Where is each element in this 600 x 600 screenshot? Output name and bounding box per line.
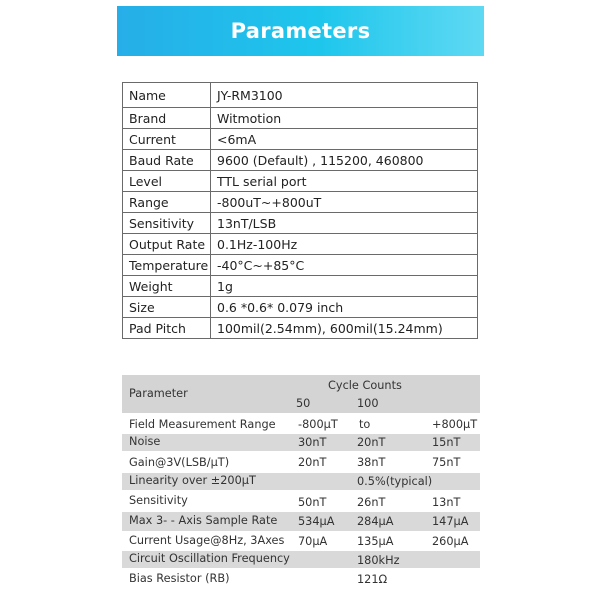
table-row: [122, 551, 480, 568]
header-cycle-100: 100: [357, 397, 379, 410]
parameters-banner: [117, 6, 484, 56]
param-key: Level: [123, 171, 211, 192]
table-row: [123, 276, 478, 297]
param-key: Sensitivity: [123, 213, 211, 234]
param-value: -40°C~+85°C: [211, 255, 478, 276]
table-row: [123, 83, 478, 108]
param-key: Brand: [123, 108, 211, 129]
param-value: 9600 (Default) , 115200, 460800: [211, 150, 478, 171]
table-row: [123, 171, 478, 192]
table-row: [123, 213, 478, 234]
spec-name: Sensitivity: [129, 494, 188, 507]
param-key: Name: [123, 83, 211, 108]
param-value: 1g: [211, 276, 478, 297]
spec-v2: 0.5%(typical): [357, 475, 433, 488]
spec-v1: 534μA: [298, 515, 335, 528]
param-key: Baud Rate: [123, 150, 211, 171]
table-row: [123, 255, 478, 276]
table-row: [123, 297, 478, 318]
header-cycle-counts: Cycle Counts: [328, 379, 402, 392]
table-row: [122, 434, 480, 451]
table-row: [122, 473, 480, 490]
param-key: Range: [123, 192, 211, 213]
spec-name: Current Usage@8Hz, 3Axes: [129, 534, 285, 547]
spec-v3: 15nT: [432, 436, 461, 449]
param-value: 100mil(2.54mm), 600mil(15.24mm): [211, 318, 478, 339]
spec-name: Circuit Oscillation Frequency: [129, 552, 290, 565]
table-row: [122, 490, 480, 512]
param-key: Pad Pitch: [123, 318, 211, 339]
spec-v2: 284μA: [357, 515, 394, 528]
cycle-counts-table: [122, 375, 480, 590]
param-value: -800uT~+800uT: [211, 192, 478, 213]
param-value: <6mA: [211, 129, 478, 150]
param-value: TTL serial port: [211, 171, 478, 192]
spec-v1: 30nT: [298, 436, 327, 449]
param-key: Temperature: [123, 255, 211, 276]
spec-header: [122, 375, 480, 413]
spec-v2: 180kHz: [357, 554, 400, 567]
spec-v3: 260μA: [432, 535, 469, 548]
table-row: [122, 568, 480, 590]
parameters-table: [122, 82, 478, 339]
spec-v2: 26nT: [357, 496, 386, 509]
spec-name: Max 3- - Axis Sample Rate: [129, 514, 278, 527]
table-row: [123, 318, 478, 339]
param-key: Output Rate: [123, 234, 211, 255]
param-value: 0.6 *0.6* 0.079 inch: [211, 297, 478, 318]
spec-v3: +800μT: [432, 418, 478, 431]
spec-v2: to: [359, 418, 371, 431]
param-key: Size: [123, 297, 211, 318]
spec-v3: 75nT: [432, 456, 461, 469]
spec-v3: 13nT: [432, 496, 461, 509]
spec-name: Gain@3V(LSB/μT): [129, 456, 230, 469]
spec-v2: 38nT: [357, 456, 386, 469]
table-row: [122, 415, 480, 434]
param-value: JY-RM3100: [211, 83, 478, 108]
table-row: [123, 129, 478, 150]
table-row: [123, 192, 478, 213]
header-cycle-50: 50: [296, 397, 311, 410]
spec-v2: 20nT: [357, 436, 386, 449]
param-value: 0.1Hz-100Hz: [211, 234, 478, 255]
spec-v1: 70μA: [298, 535, 328, 548]
header-parameter: Parameter: [129, 387, 188, 400]
param-key: Weight: [123, 276, 211, 297]
table-row: [123, 108, 478, 129]
param-key: Current: [123, 129, 211, 150]
spec-name: Bias Resistor (RB): [129, 572, 230, 585]
spec-v2: 121Ω: [357, 573, 388, 586]
table-row: [123, 150, 478, 171]
spec-name: Linearity over ±200μT: [129, 474, 256, 487]
table-row: [122, 512, 480, 531]
spec-v2: 135μA: [357, 535, 394, 548]
table-row: [122, 531, 480, 551]
param-value: Witmotion: [211, 108, 478, 129]
table-row: [122, 451, 480, 473]
spec-v1: 20nT: [298, 456, 327, 469]
spec-name: Field Measurement Range: [129, 418, 276, 431]
spec-name: Noise: [129, 435, 161, 448]
spec-v3: 147μA: [432, 515, 469, 528]
banner-title: Parameters: [230, 19, 371, 43]
spec-v1: 50nT: [298, 496, 327, 509]
spec-v1: -800μT: [298, 418, 338, 431]
param-value: 13nT/LSB: [211, 213, 478, 234]
table-row: [123, 234, 478, 255]
